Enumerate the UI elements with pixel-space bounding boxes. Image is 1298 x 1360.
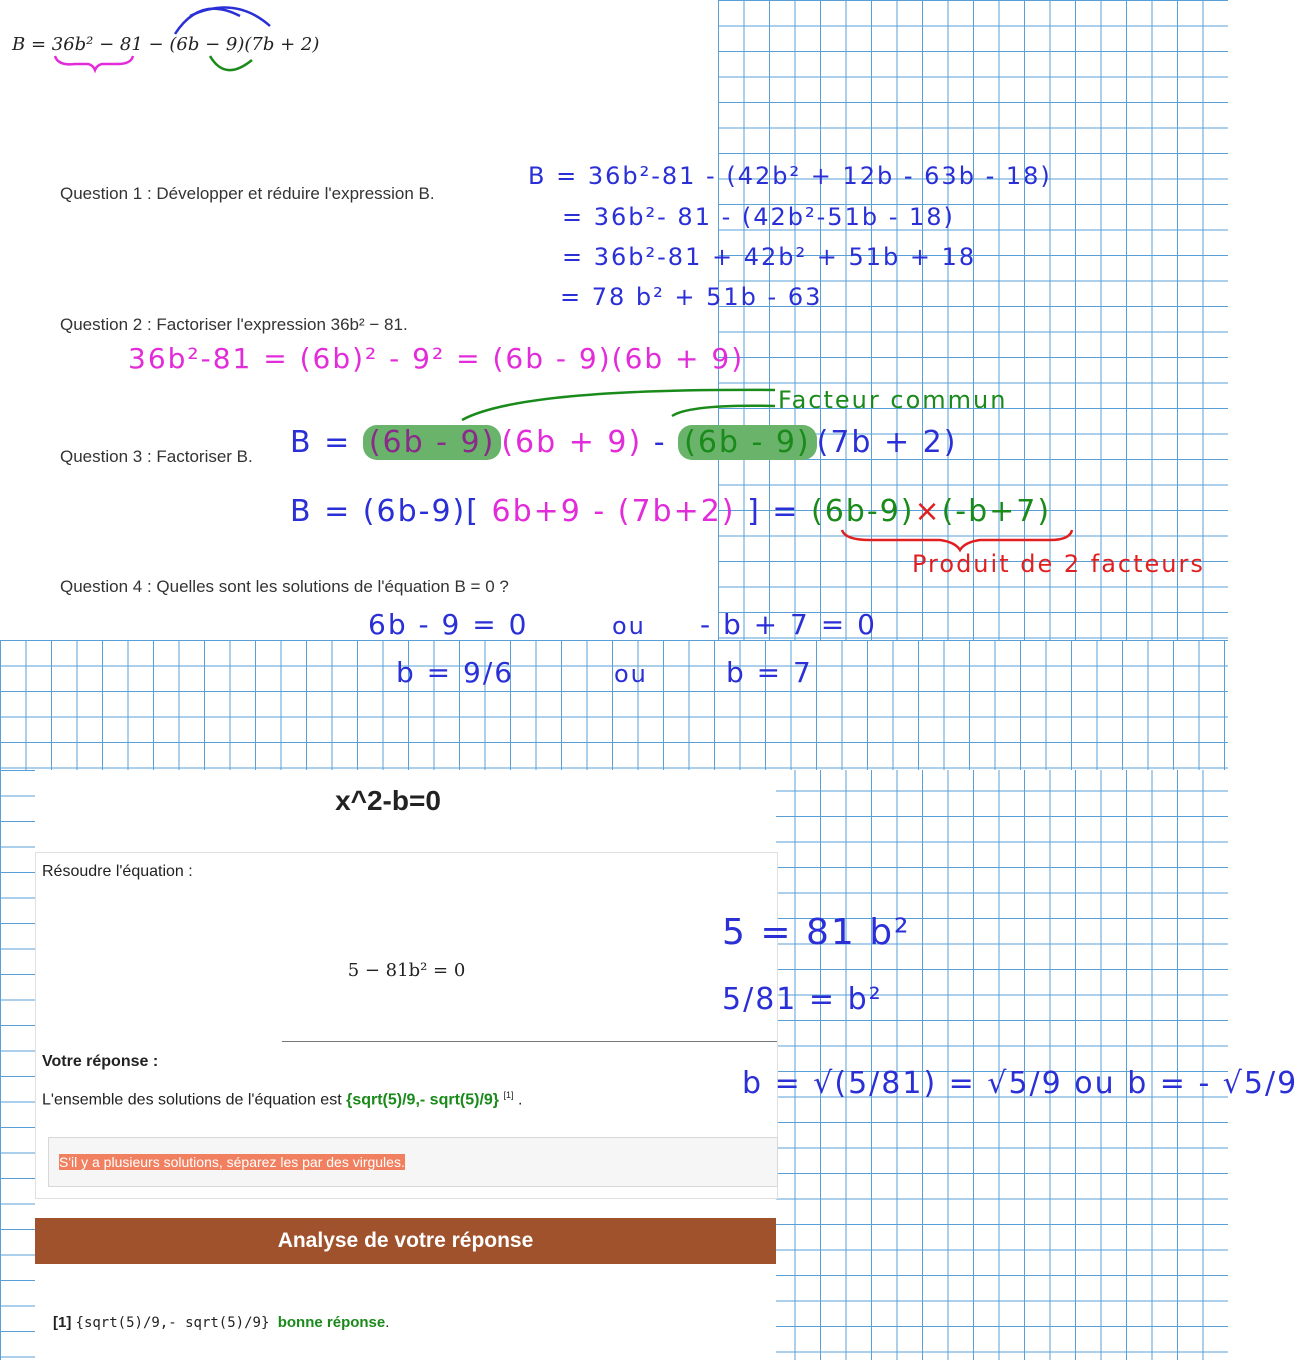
question-3: Question 3 : Factoriser B. <box>60 447 253 466</box>
result-code: {sqrt(5)/9,- sqrt(5)/9} <box>75 1315 270 1331</box>
hw-q3-line2-right: ] = <box>747 494 800 529</box>
answer-text: L'ensemble des solutions de l'équation est <box>42 1091 342 1109</box>
answer-placeholder: S'il y a plusieurs solutions, séparez les par des virgules. <box>59 1154 405 1170</box>
hw-q3-result-a: (6b-9) <box>811 494 915 529</box>
hw-q4-a2: b = 9/6 <box>396 656 515 689</box>
result-line <box>53 1314 389 1331</box>
hw-q3-factor-2: (6b - 9) <box>684 425 811 460</box>
hw-q3-last: (7b + 2) <box>816 425 958 460</box>
hw-q4-a1: 6b - 9 = 0 <box>368 608 529 641</box>
hw-q3-line1 <box>290 425 957 460</box>
question-4: Question 4 : Quelles sont les solutions de l'équation B = 0 ? <box>60 577 509 596</box>
exercise-instruction: Résoudre l'équation : <box>42 863 193 880</box>
result-ref: [1] <box>53 1314 72 1331</box>
answer-ref: [1] <box>503 1090 514 1100</box>
hw-q3-line2-left: B = (6b-9)[ <box>290 494 480 529</box>
hw-ex2-line3: b = √(5/81) = √5/9 ou b = - √5/9 <box>742 1066 1298 1101</box>
separator-line <box>282 1041 777 1042</box>
hw-q3-factor-1: (6b - 9) <box>368 425 496 460</box>
hw-q3-second: (6b + 9) <box>501 425 643 460</box>
hw-q4-b1: - b + 7 = 0 <box>700 608 877 641</box>
hw-ex2-line1: 5 = 81 b² <box>722 912 911 953</box>
hw-q3-note: Facteur commun <box>778 386 1008 414</box>
analysis-banner: Analyse de votre réponse <box>35 1218 776 1264</box>
hw-q3-result-b: (-b+7) <box>941 494 1052 529</box>
hw-q3-times: × <box>914 494 942 529</box>
question-2: Question 2 : Factoriser l'expression 36b² − 81. <box>60 315 408 334</box>
hw-ex2-line2: 5/81 = b² <box>722 982 883 1017</box>
hw-q3-line2-mid: 6b+9 - (7b+2) <box>491 494 736 529</box>
hw-q3-prefix: B = <box>290 425 352 460</box>
answer-heading: Votre réponse : <box>42 1053 159 1070</box>
expression-b: B = 36b² − 81 − (6b − 9)(7b + 2) <box>12 34 320 55</box>
hw-q1-line3: = 36b²-81 + 42b² + 51b + 18 <box>562 243 977 271</box>
hw-q4-b2: b = 7 <box>726 656 813 689</box>
exercise-title: x^2-b=0 <box>335 785 441 816</box>
hw-q1-line4: = 78 b² + 51b - 63 <box>560 283 823 311</box>
hw-q3-common-factor-1 <box>363 425 502 460</box>
answer-value: {sqrt(5)/9,- sqrt(5)/9} <box>346 1091 500 1109</box>
hw-q3-line2 <box>290 494 1051 529</box>
answer-line <box>42 1090 522 1109</box>
result-verdict: bonne réponse <box>277 1314 386 1331</box>
hw-q1-line1: B = 36b²-81 - (42b² + 12b - 63b - 18) <box>528 162 1052 190</box>
result-period: . <box>385 1314 390 1331</box>
hw-q3-common-factor-2 <box>678 425 817 460</box>
answer-input[interactable] <box>48 1137 778 1187</box>
hw-q3-minus: - <box>653 425 667 460</box>
hw-q4-or2: ou <box>614 660 648 688</box>
worksheet-panel <box>0 0 718 640</box>
exercise-equation: 5 − 81b² = 0 <box>347 960 466 981</box>
question-1: Question 1 : Développer et réduire l'expression B. <box>60 184 435 203</box>
hw-q2: 36b²-81 = (6b)² - 9² = (6b - 9)(6b + 9) <box>128 342 745 375</box>
answer-period: . <box>517 1091 523 1109</box>
hw-q4-or1: ou <box>612 612 646 640</box>
hw-q3-product-note: Produit de 2 facteurs <box>912 550 1205 578</box>
hw-q1-line2: = 36b²- 81 - (42b²-51b - 18) <box>562 203 955 231</box>
grid-paper-left-bottom <box>0 770 35 1360</box>
